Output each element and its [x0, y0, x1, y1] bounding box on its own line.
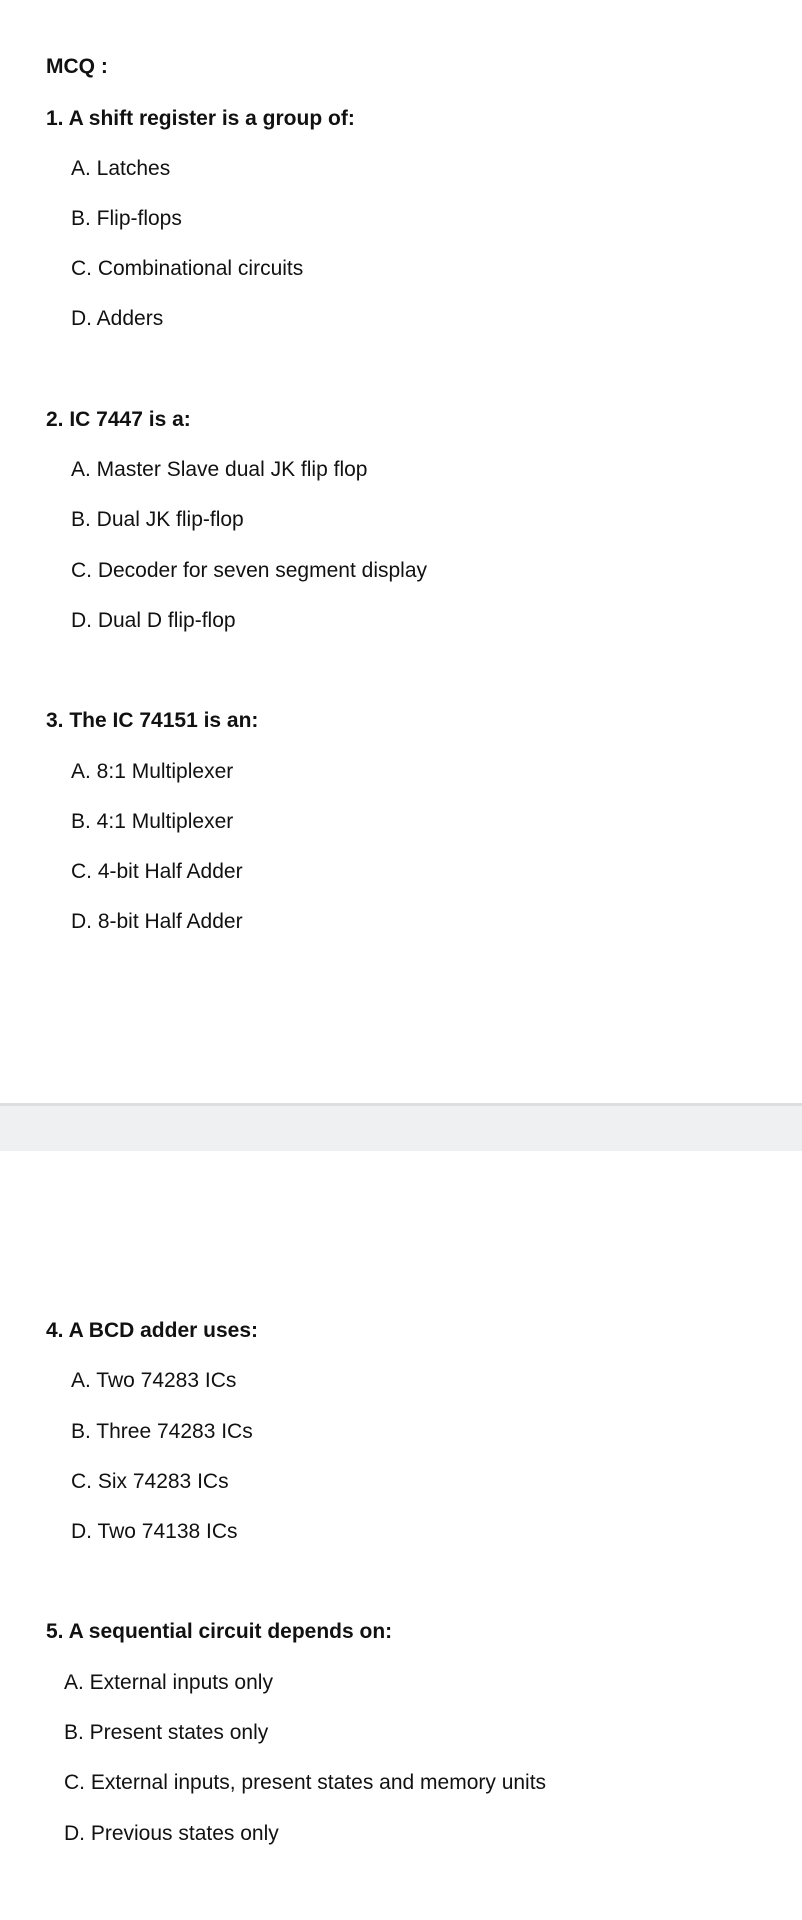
question-5-option-a: A. External inputs only [64, 1671, 273, 1694]
question-1-option-d: D. Adders [71, 307, 164, 330]
question-4-option-c: C. Six 74283 ICs [71, 1470, 229, 1493]
question-3: 3. The IC 74151 is an: [46, 709, 259, 732]
question-3-option-b: B. 4:1 Multiplexer [71, 810, 234, 833]
question-1: 1. A shift register is a group of: [46, 107, 355, 130]
question-3-option-c: C. 4-bit Half Adder [71, 860, 243, 883]
question-5: 5. A sequential circuit depends on: [46, 1620, 393, 1643]
question-2-option-d: D. Dual D flip-flop [71, 609, 236, 632]
question-3-option-a: A. 8:1 Multiplexer [71, 760, 234, 783]
question-4-option-d: D. Two 74138 ICs [71, 1520, 238, 1543]
page-title: MCQ : [46, 55, 108, 78]
document-page-2 [0, 1151, 802, 1920]
question-4-option-b: B. Three 74283 ICs [71, 1420, 253, 1443]
question-2-option-c: C. Decoder for seven segment display [71, 559, 428, 582]
question-3-option-d: D. 8-bit Half Adder [71, 910, 243, 933]
page-separator [0, 1103, 802, 1151]
question-1-option-b: B. Flip-flops [71, 207, 182, 230]
question-2-option-b: B. Dual JK flip-flop [71, 508, 244, 531]
question-1-option-a: A. Latches [71, 157, 171, 180]
question-4: 4. A BCD adder uses: [46, 1319, 258, 1342]
question-5-option-b: B. Present states only [64, 1721, 269, 1744]
question-5-option-d: D. Previous states only [64, 1822, 279, 1845]
question-5-option-c: C. External inputs, present states and memory units [64, 1771, 547, 1794]
question-2-option-a: A. Master Slave dual JK flip flop [71, 458, 368, 481]
question-4-option-a: A. Two 74283 ICs [71, 1369, 237, 1392]
question-2: 2. IC 7447 is a: [46, 408, 191, 431]
question-1-option-c: C. Combinational circuits [71, 257, 304, 280]
